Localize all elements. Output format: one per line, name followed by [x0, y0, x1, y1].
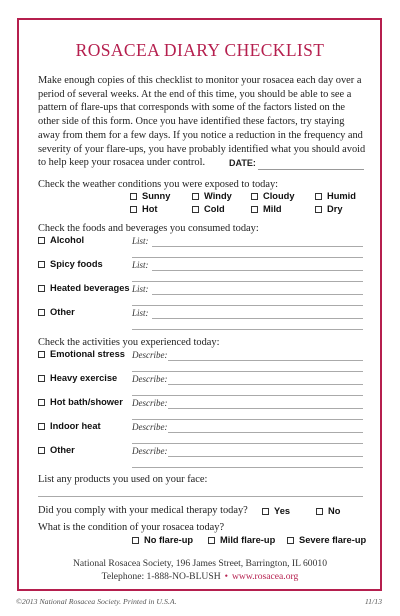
activity-describe-line[interactable] [132, 395, 363, 396]
footer-website-link[interactable]: www.rosacea.org [231, 571, 299, 582]
weather-option-cold[interactable] [192, 204, 225, 214]
option-label: Hot bath/shower [50, 397, 123, 407]
option-label: Mild [263, 204, 282, 214]
checkbox[interactable] [38, 351, 45, 358]
option-label: Other [50, 307, 75, 317]
checkbox[interactable] [287, 537, 294, 544]
checkbox[interactable] [315, 193, 322, 200]
therapy-yes[interactable] [262, 506, 290, 516]
option-label: Mild flare-up [220, 535, 276, 545]
weather-option-hot[interactable] [130, 204, 158, 214]
food-list-label: List: [132, 308, 149, 318]
option-label: Yes [274, 506, 291, 516]
weather-option-windy[interactable] [192, 191, 232, 201]
therapy-no[interactable] [316, 506, 340, 516]
food-item-spicy[interactable] [38, 259, 103, 269]
page-title: ROSACEA DIARY CHECKLIST [75, 40, 325, 60]
activity-item-emotional-stress[interactable] [38, 349, 125, 359]
food-list-label: List: [132, 260, 149, 270]
option-label: Windy [204, 191, 232, 201]
activity-describe-line[interactable] [168, 384, 363, 385]
checkbox[interactable] [38, 309, 45, 316]
activity-describe-line[interactable] [132, 467, 363, 468]
activity-describe-line[interactable] [168, 432, 363, 433]
checkbox[interactable] [192, 206, 199, 213]
food-list-label: List: [132, 284, 149, 294]
checkbox[interactable] [38, 261, 45, 268]
checkbox[interactable] [251, 193, 258, 200]
checkbox[interactable] [38, 375, 45, 382]
condition-severe-flare-up[interactable] [287, 535, 366, 545]
checkbox[interactable] [208, 537, 215, 544]
condition-question: What is the condition of your rosacea today? [38, 522, 225, 533]
food-list-line[interactable] [132, 257, 363, 258]
weather-option-cloudy[interactable] [251, 191, 295, 201]
page-code: 11/13 [364, 597, 382, 606]
checkbox[interactable] [315, 206, 322, 213]
checkbox[interactable] [251, 206, 258, 213]
option-label: Indoor heat [50, 421, 101, 431]
weather-option-humid[interactable] [315, 191, 356, 201]
checkbox[interactable] [130, 193, 137, 200]
date-label [229, 158, 256, 168]
option-label: Sunny [142, 191, 171, 201]
option-label: Other [50, 445, 75, 455]
option-label: Humid [327, 191, 356, 201]
checkbox[interactable] [262, 508, 269, 515]
option-label: Dry [327, 204, 343, 214]
option-label: Spicy foods [50, 259, 103, 269]
food-item-other[interactable] [38, 307, 75, 317]
option-label: Alcohol [50, 235, 85, 245]
intro-paragraph: Make enough copies of this checklist to monitor your rosacea each day over a period of several weeks. At the end of this time, you should be able to see a pattern of flare-ups that corresponds with some of the factors listed on the other side of this form. Once you have identified these factors, try staying away from them for a few days. If you notice a reduction in the frequency and severity of your flare-ups, you have probably identified what you should avoid to help keep your rosacea under control. [38, 75, 366, 169]
food-list-line[interactable] [132, 281, 363, 282]
option-label: No [328, 506, 341, 516]
activity-describe-line[interactable] [168, 408, 363, 409]
option-label: Hot [142, 204, 158, 214]
food-list-line[interactable] [132, 329, 363, 330]
option-label: Heavy exercise [50, 373, 118, 383]
activity-describe-label: Describe: [132, 422, 168, 432]
checkbox[interactable] [192, 193, 199, 200]
food-list-line[interactable] [152, 270, 363, 271]
condition-mild-flare-up[interactable] [208, 535, 275, 545]
activity-describe-line[interactable] [168, 360, 363, 361]
activity-describe-label: Describe: [132, 446, 168, 456]
activity-item-other[interactable] [38, 445, 75, 455]
food-item-alcohol[interactable] [38, 235, 84, 245]
activity-describe-line[interactable] [132, 371, 363, 372]
option-label: Heated beverages [50, 283, 130, 293]
checkbox[interactable] [38, 447, 45, 454]
therapy-question: Did you comply with your medical therapy today? [38, 505, 248, 516]
activity-describe-label: Describe: [132, 374, 168, 384]
option-label: Cold [204, 204, 225, 214]
checkbox[interactable] [316, 508, 323, 515]
activity-describe-line[interactable] [132, 443, 363, 444]
copyright-notice: ©2013 National Rosacea Society. Printed in U.S.A. [16, 597, 177, 606]
checkbox[interactable] [132, 537, 139, 544]
activities-question: Check the activities you experienced today: [38, 337, 220, 348]
weather-question: Check the weather conditions you were exposed to today: [38, 179, 279, 190]
weather-option-sunny[interactable] [130, 191, 170, 201]
checkbox[interactable] [38, 399, 45, 406]
footer-address: National Rosacea Society, 196 James Street, Barrington, IL 60010 [73, 558, 327, 569]
date-field[interactable] [258, 169, 364, 170]
activity-describe-label: Describe: [132, 350, 168, 360]
option-label: Emotional stress [50, 349, 125, 359]
checkbox[interactable] [38, 423, 45, 430]
footer-contact [0, 571, 400, 582]
activity-item-heavy-exercise[interactable] [38, 373, 117, 383]
food-list-line[interactable] [132, 305, 363, 306]
checkbox[interactable] [38, 237, 45, 244]
activity-describe-label: Describe: [132, 398, 168, 408]
date-label-text: DATE: [229, 158, 256, 168]
activity-item-hot-bath[interactable] [38, 397, 123, 407]
activity-describe-line[interactable] [132, 419, 363, 420]
food-list-line[interactable] [152, 246, 363, 247]
option-label: Severe flare-up [299, 535, 367, 545]
food-list-line[interactable] [152, 318, 363, 319]
activity-describe-line[interactable] [168, 456, 363, 457]
condition-no-flare-up[interactable] [132, 535, 193, 545]
footer-separator: • [224, 571, 228, 582]
weather-option-dry[interactable] [315, 204, 343, 214]
products-line[interactable] [38, 496, 363, 497]
food-item-heated-beverages[interactable] [38, 283, 130, 293]
food-list-line[interactable] [152, 294, 363, 295]
option-label: Cloudy [263, 191, 295, 201]
option-label: No flare-up [144, 535, 194, 545]
checkbox[interactable] [38, 285, 45, 292]
products-question: List any products you used on your face: [38, 474, 208, 485]
weather-option-mild[interactable] [251, 204, 282, 214]
footer-telephone: Telephone: 1-888-NO-BLUSH [101, 571, 221, 582]
activity-item-indoor-heat[interactable] [38, 421, 101, 431]
foods-question: Check the foods and beverages you consumed today: [38, 223, 259, 234]
checkbox[interactable] [130, 206, 137, 213]
food-list-label: List: [132, 236, 149, 246]
